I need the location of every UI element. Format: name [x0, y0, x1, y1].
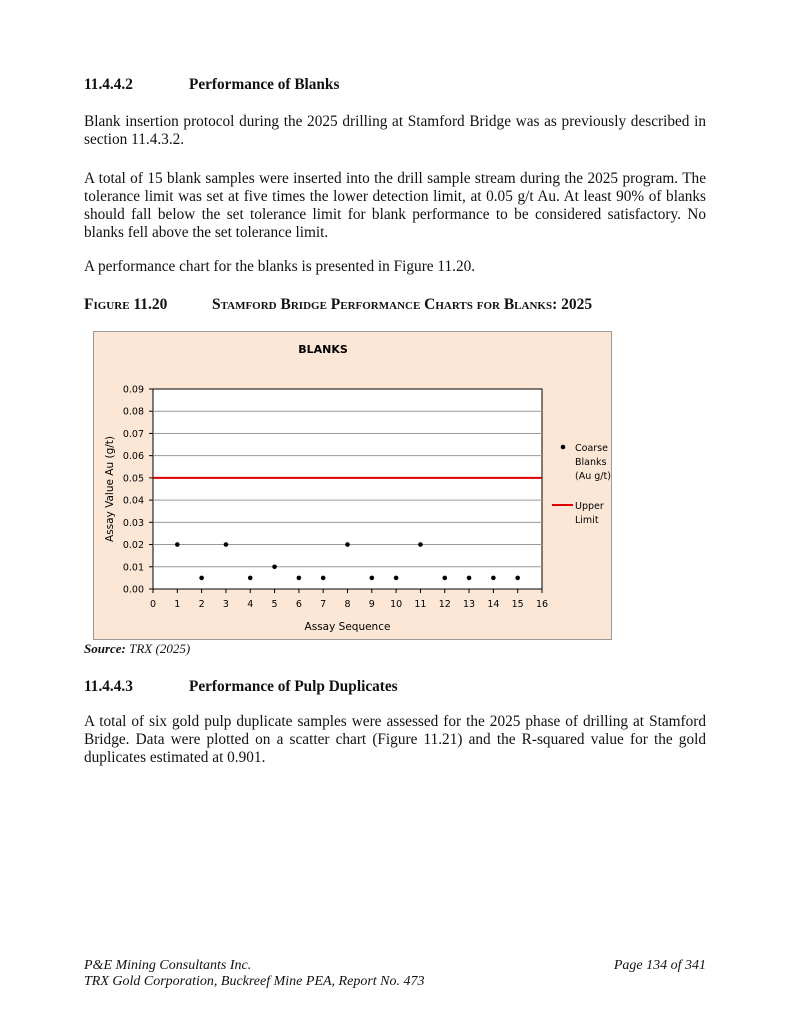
- paragraph: A performance chart for the blanks is presented in Figure 11.20.: [84, 258, 476, 275]
- footer: [84, 958, 706, 974]
- y-tick-label: 0.09: [122, 384, 144, 396]
- x-tick-label: 7: [320, 599, 327, 610]
- y-tick-label: 0.01: [122, 562, 144, 574]
- legend-marker-coarse-blanks: [561, 445, 566, 450]
- data-point: [272, 564, 277, 569]
- y-axis-label: Assay Value Au (g/t): [104, 436, 116, 542]
- x-tick-label: 0: [149, 599, 157, 610]
- legend-label-coarse-blanks: Blanks: [575, 457, 607, 468]
- y-tick-label: 0.05: [122, 473, 144, 485]
- legend-label-upper-limit: Limit: [575, 515, 599, 526]
- footer-page-number: Page 134 of 341: [613, 958, 706, 973]
- data-point: [418, 542, 423, 547]
- data-point: [297, 576, 302, 581]
- data-point: [442, 576, 447, 581]
- chart-svg: [94, 332, 613, 641]
- footer-company: P&E Mining Consultants Inc.: [84, 958, 252, 973]
- x-axis-label: Assay Sequence: [304, 621, 391, 633]
- legend-label-coarse-blanks: (Au g/t): [575, 471, 611, 482]
- x-tick-label: 1: [174, 599, 181, 610]
- data-point: [199, 576, 204, 581]
- x-tick-label: 5: [271, 599, 278, 610]
- y-tick-label: 0.08: [122, 406, 144, 418]
- data-point: [345, 542, 350, 547]
- paragraph: A total of six gold pulp duplicate samples were assessed for the 2025 phase of drilling at Stamford Bridge. Data were plotted on a scatter chart (Figure 11.21) and the R-squared value for the gold duplicates estimated at 0.901.: [84, 713, 706, 766]
- x-tick-label: 2: [198, 599, 205, 610]
- figure-number: Figure 11.20: [84, 296, 168, 313]
- section-heading: [84, 76, 706, 94]
- blanks-chart: [93, 331, 612, 640]
- legend-label-upper-limit: Upper: [575, 501, 604, 512]
- x-tick-label: 3: [222, 599, 229, 610]
- paragraph: Blank insertion protocol during the 2025 drilling at Stamford Bridge was as previously described in section 11.4.3.2.: [84, 113, 706, 148]
- data-point: [321, 576, 326, 581]
- x-tick-label: 15: [511, 599, 524, 610]
- data-point: [467, 576, 472, 581]
- source-text: TRX (2025): [129, 641, 191, 656]
- data-point: [515, 576, 520, 581]
- paragraph: A total of 15 blank samples were inserted into the drill sample stream during the 2025 program. The tolerance limit was set at five times the lower detection limit, at 0.05 g/t Au. At least 90% of blanks should fall below the set tolerance limit for blank performance to be considered satisfactory. No blanks fell above the set tolerance limit.: [84, 170, 706, 241]
- legend-label-coarse-blanks: Coarse: [575, 443, 608, 454]
- chart-title: BLANKS: [298, 343, 348, 356]
- x-tick-label: 11: [414, 599, 427, 610]
- data-point: [370, 576, 375, 581]
- x-tick-label: 4: [247, 599, 254, 610]
- figure-caption: [84, 296, 706, 314]
- section-title: Performance of Pulp Duplicates: [189, 678, 398, 695]
- data-point: [224, 542, 229, 547]
- data-point: [394, 576, 399, 581]
- section-title: Performance of Blanks: [189, 76, 340, 93]
- figure-source: [84, 640, 706, 658]
- section-heading: [84, 678, 706, 696]
- source-label: Source:: [84, 641, 126, 656]
- x-tick-label: 6: [295, 599, 302, 610]
- x-tick-label: 10: [390, 599, 403, 610]
- x-tick-label: 9: [368, 599, 375, 610]
- x-tick-label: 16: [535, 599, 549, 610]
- data-point: [175, 542, 180, 547]
- data-point: [248, 576, 253, 581]
- footer-report: TRX Gold Corporation, Buckreef Mine PEA, Report No. 473: [84, 974, 425, 989]
- y-tick-label: 0.02: [122, 540, 144, 552]
- figure-title: Stamford Bridge Performance Charts for Blanks: 2025: [212, 296, 593, 313]
- y-tick-label: 0.00: [122, 584, 144, 596]
- y-tick-label: 0.04: [122, 495, 144, 507]
- x-tick-label: 14: [487, 599, 500, 610]
- section-number: 11.4.4.2: [84, 76, 133, 93]
- x-tick-label: 13: [463, 599, 476, 610]
- x-tick-label: 8: [344, 599, 351, 610]
- x-tick-label: 12: [438, 599, 451, 610]
- plot-area: [153, 389, 542, 589]
- section-number: 11.4.4.3: [84, 678, 133, 695]
- y-tick-label: 0.03: [122, 517, 144, 529]
- y-tick-label: 0.06: [122, 451, 144, 463]
- data-point: [491, 576, 496, 581]
- y-tick-label: 0.07: [122, 428, 144, 440]
